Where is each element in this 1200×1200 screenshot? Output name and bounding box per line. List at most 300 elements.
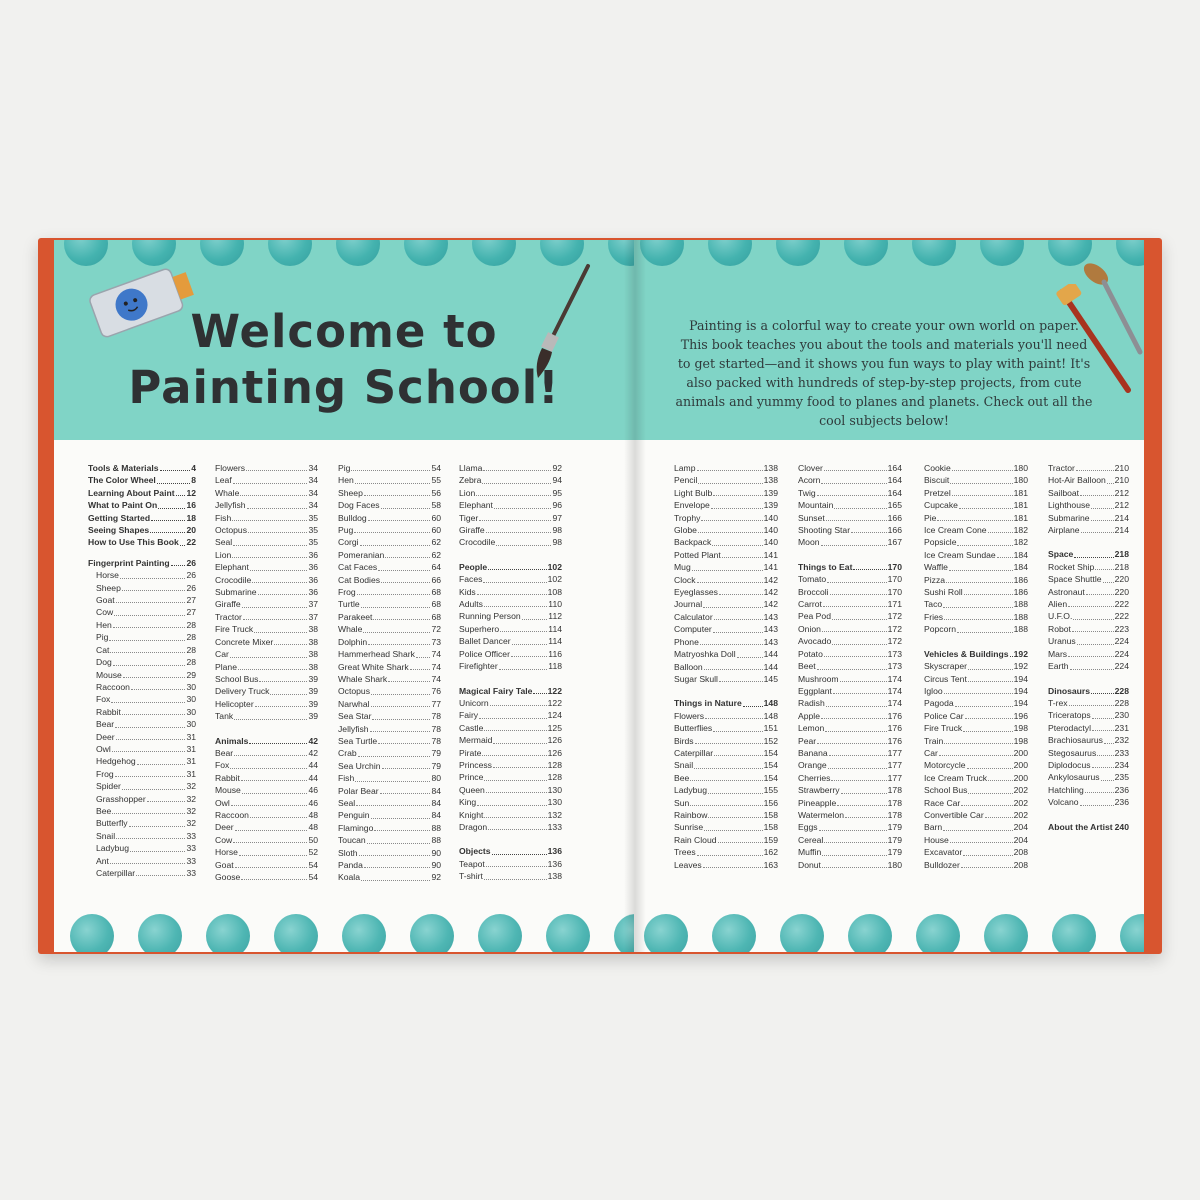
toc-entry-label: Ice Cream Truck [924,772,988,783]
dot-leader [171,557,186,566]
toc-section-heading [924,648,1028,660]
toc-entry [88,731,196,743]
toc-entry [924,574,1028,586]
toc-entry-label: Lighthouse [1048,500,1091,511]
toc-entry-label: Onion [798,623,821,634]
toc-entry-label: Hot-Air Balloon [1048,475,1106,486]
toc-entry [88,619,196,631]
toc-entry-label: Igloo [924,685,943,696]
toc-entry-label: Shooting Star [798,525,851,536]
toc-entry [798,685,902,697]
toc-entry-page: 31 [186,743,196,754]
toc-entry [674,586,778,598]
toc-section [1048,821,1129,833]
toc-entry [215,462,318,474]
toc-entry [798,524,902,536]
dot-leader [259,673,307,682]
toc-entry [338,536,441,548]
toc-entry-page: 78 [431,735,441,746]
toc-entry-label: Journal [674,599,703,610]
toc-entry-page: 74 [431,661,441,672]
paint-dot [912,240,956,266]
toc-entry-page: 194 [1013,673,1028,684]
toc-entry-label: Fish [215,512,232,523]
toc-entry-label: Carrot [798,599,822,610]
toc-entry-label: Motorcycle [924,760,966,771]
dot-leader [853,561,886,570]
toc-entry-label: Sugar Skull [674,673,718,684]
toc-section [798,462,902,549]
toc-entry-page: 166 [887,525,902,536]
toc-entry-page: 224 [1114,636,1129,647]
dot-leader [714,611,763,620]
toc-entry-label: Rabbit [96,706,121,717]
toc-entry-page: 98 [552,537,562,548]
toc-entry-page: 140 [763,537,778,548]
toc-entry-label: Learning About Paint [88,487,175,498]
dot-leader [385,549,430,558]
toc-entry-label: Hatchling [1048,784,1084,795]
toc-entry [338,747,441,759]
page-title: Welcome to Painting School! [128,305,560,414]
toc-entry-page: 27 [186,595,196,606]
paint-dot [200,240,244,266]
toc-entry-page: 138 [763,463,778,473]
toc-entry-page: 167 [887,537,902,548]
toc-section [88,557,196,880]
dot-leader [1081,524,1114,533]
toc-entry-page: 234 [1114,759,1129,770]
paint-dot [404,240,448,266]
toc-entry-label: Polar Bear [338,785,379,796]
toc-entry [338,549,441,561]
toc-entry-label: Pug [338,525,354,536]
toc-entry [674,536,778,548]
toc-entry-label: Potted Plant [674,549,721,560]
toc-entry-label: Octopus [215,525,248,536]
toc-entry-page: 31 [186,768,196,779]
toc-entry-label: Acorn [798,475,821,486]
toc-entry-label: Cereal [798,834,824,845]
toc-entry-label: Goose [215,872,241,882]
toc-entry [798,512,902,524]
dot-leader [482,747,546,756]
toc-section-heading [798,561,902,573]
dot-leader [230,759,307,768]
toc-entry-label: Superhero [459,623,500,634]
dot-leader [955,697,1013,706]
toc-entry [215,759,318,771]
toc-entry [674,561,778,573]
toc-entry-page: 228 [1114,697,1129,708]
toc-entry [924,809,1028,821]
toc-entry [88,582,196,594]
toc-entry [459,858,562,870]
dot-leader [368,512,431,521]
toc-entry-label: Sea Turtle [338,735,378,746]
toc-entry [798,772,902,784]
toc-entry-label: Submarine [1048,512,1090,523]
dot-leader [985,809,1013,818]
dot-leader [355,772,430,781]
toc-entry [924,586,1028,598]
toc-entry-label: Train [924,735,944,746]
toc-entry-label: Goat [215,859,234,870]
toc-entry-label: Skyscraper [924,661,967,672]
toc-entry [338,586,441,598]
toc-entry-page: 130 [547,784,562,795]
toc-entry-page: 130 [547,797,562,808]
toc-entry-label: Flamingo [338,822,374,833]
toc-entry-label: Toucan [338,835,366,846]
toc-entry-page: 36 [308,562,318,573]
toc-section-heading [459,685,562,697]
toc-entry-label: Sunrise [674,822,704,833]
toc-entry-page: 182 [1013,537,1028,548]
toc-entry [338,462,441,474]
toc-entry-page: 222 [1114,599,1129,610]
dot-leader [952,462,1013,471]
toc-entry-label: Things in Nature [674,698,742,709]
toc-entry-page: 174 [887,685,902,696]
dot-leader [363,623,430,632]
toc-entry-page: 35 [308,537,318,548]
dot-leader [113,656,186,665]
toc-entry-label: Jellyfish [338,723,369,734]
dot-leader [1101,771,1114,780]
toc-entry-page: 44 [308,772,318,783]
toc-entry-label: Phone [674,636,699,647]
toc-entry-page: 233 [1114,747,1129,758]
toc-entry [88,718,196,730]
toc-entry-page: 228 [1114,685,1129,696]
toc-entry-label: Getting Started [88,512,151,523]
toc-entry [338,760,441,772]
toc-entry-label: Car [215,649,229,660]
toc-entry [459,586,562,598]
toc-column [924,462,1028,883]
toc-entry [338,797,441,809]
toc-entry-page: 66 [431,574,441,585]
toc-column [338,462,441,896]
toc-entry-label: Mushroom [798,673,839,684]
toc-entry [338,673,441,685]
toc-entry [88,536,196,548]
toc-entry-label: King [459,797,477,808]
toc-entry-page: 158 [763,809,778,820]
paint-dot [138,914,182,952]
toc-entry-page: 33 [186,830,196,841]
toc-entry [1048,771,1129,783]
paint-dot [848,914,892,952]
toc-entry-label: Corgi [338,537,359,548]
toc-entry-page: 214 [1114,512,1129,523]
toc-entry [924,561,1028,573]
toc-entry-page: 35 [308,525,318,536]
toc-entry-label: Envelope [674,500,710,511]
toc-entry-label: Objects [459,846,491,857]
toc-entry-page: 139 [763,500,778,511]
dot-leader [704,821,763,830]
toc-entry-label: Hen [338,475,354,486]
toc-entry [338,685,441,697]
toc-entry-label: Flowers [215,463,246,473]
dot-leader [361,871,430,880]
dot-leader [381,574,430,583]
toc-entry-page: 122 [547,697,562,708]
toc-entry-label: Excavator [924,847,963,858]
toc-entry-label: Earth [1048,661,1069,672]
toc-entry-label: Narwhal [338,698,370,709]
dot-leader [946,574,1013,583]
toc-entry-page: 171 [887,599,902,610]
toc-entry-label: Ice Cream Sundae [924,549,996,560]
toc-entry-label: Frog [96,768,114,779]
toc-entry-label: Owl [96,743,111,754]
dot-leader [120,569,186,578]
dot-leader [712,536,762,545]
toc-entry-label: Space Shuttle [1048,574,1102,585]
toc-entry [338,710,441,722]
dot-leader [150,524,185,533]
toc-entry [674,636,778,648]
toc-entry-page: 177 [887,747,902,758]
dot-leader [832,610,887,619]
dot-leader [963,846,1012,855]
paint-dots-bottom [634,914,1144,952]
dot-leader [827,573,886,582]
toc-entry-label: Magical Fairy Tale [459,685,533,696]
dot-leader [690,797,762,806]
toc-section [459,561,562,673]
toc-entry-page: 32 [186,793,196,804]
toc-entry-page: 22 [186,537,196,548]
toc-entry [798,660,902,672]
toc-entry-label: Space [1048,549,1074,560]
toc-entry [459,598,562,610]
toc-entry-page: 202 [1013,809,1028,820]
dot-leader [484,598,547,607]
toc-entry [88,681,196,693]
dot-leader [500,623,547,632]
toc-entry-page: 176 [887,723,902,734]
dot-leader [829,747,887,756]
toc-entry-label: Snail [674,760,694,771]
toc-entry-page: 181 [1013,487,1028,498]
toc-entry-label: Princess [459,759,492,770]
toc-entry-page: 90 [431,847,441,858]
dot-leader [831,772,886,781]
toc-entry [674,710,778,722]
dot-leader [964,586,1013,595]
toc-entry-page: 39 [308,711,318,722]
dot-leader [988,524,1013,533]
toc-entry [1048,722,1129,734]
toc-entry [88,755,196,767]
dot-leader [1086,586,1114,595]
toc-entry [88,780,196,792]
dot-leader [147,793,186,802]
toc-entry-page: 28 [186,644,196,655]
toc-entry [1048,759,1129,771]
dot-leader [967,759,1013,768]
toc-entry-label: Apple [798,710,820,721]
dot-leader [235,859,308,868]
toc-entry-page: 154 [763,760,778,771]
toc-section-heading [459,561,562,573]
toc-entry-label: Elephant [215,562,249,573]
toc-entry-label: Cherries [798,772,831,783]
toc-entry-label: Pagoda [924,698,954,709]
paint-dot [644,914,688,952]
toc-entry [338,735,441,747]
toc-entry-page: 95 [552,487,562,498]
toc-entry-page: 159 [763,834,778,845]
dot-leader [233,536,307,545]
dot-leader [482,474,551,483]
toc-entry-label: Adults [459,599,483,610]
toc-entry-label: Pizza [924,574,946,585]
toc-entry-label: Faces [459,574,483,585]
toc-entry-page: 172 [887,636,902,647]
dot-leader [834,499,886,508]
toc-entry-page: 186 [1013,574,1028,585]
toc-entry-page: 181 [1013,512,1028,523]
paint-dot [708,240,752,266]
toc-section [674,697,778,871]
toc-entry-label: Seal [215,537,233,548]
toc-entry [459,536,562,548]
toc-entry-label: Muffin [798,847,822,858]
toc-entry [1048,561,1129,573]
paint-dots-top [634,240,1144,266]
toc-entry [924,536,1028,548]
toc-entry-label: Eggplant [798,685,832,696]
toc-entry-page: 30 [186,719,196,730]
toc-entry-label: Spider [96,781,121,792]
toc-entry [798,797,902,809]
dot-leader [242,784,308,793]
dot-leader [496,536,551,545]
toc-entry [338,636,441,648]
dot-leader [743,697,763,706]
toc-entry-page: 139 [763,487,778,498]
toc-entry-label: Beet [798,661,816,672]
toc-section-heading [674,697,778,709]
dot-leader [151,512,185,521]
toc-entry-label: Plane [215,661,237,672]
dot-leader [235,821,308,830]
toc-entry [338,574,441,586]
toc-entry [338,524,441,536]
dot-leader [378,561,430,570]
toc-entry [215,561,318,573]
toc-section-heading [88,557,196,569]
toc-entry-label: Snail [96,830,116,841]
toc-entry [459,709,562,721]
dot-leader [374,822,430,831]
toc-entry-page: 188 [1013,599,1028,610]
toc-entry-page: 84 [431,785,441,796]
toc-section [459,685,562,834]
toc-entry-page: 42 [308,735,318,746]
toc-entry-page: 154 [763,772,778,783]
toc-entry-page: 38 [308,661,318,672]
dot-leader [240,487,307,496]
toc-entry-label: Robot [1048,623,1071,634]
toc-entry-label: Triceratops [1048,710,1091,721]
toc-entry-label: Pirate [459,747,482,758]
toc-entry-label: Bear [215,747,234,758]
toc-entry [338,623,441,635]
toc-entry [215,474,318,486]
toc-entry [338,512,441,524]
toc-entry-page: 202 [1013,785,1028,796]
toc-entry [924,462,1028,474]
toc-entry-page: 26 [186,582,196,593]
paint-dot [984,914,1028,952]
toc-entry-page: 32 [186,781,196,792]
paint-dot [472,240,516,266]
dot-leader [826,697,887,706]
dot-leader [692,561,763,570]
dot-leader [944,735,1012,744]
dot-leader [484,809,546,818]
toc-entry-label: Koala [338,872,360,883]
dot-leader [373,611,430,620]
toc-entry [88,842,196,854]
toc-entry-page: 35 [308,512,318,523]
toc-entry-page: 33 [186,855,196,866]
toc-entry [459,759,562,771]
toc-entry-label: Teapot [459,858,485,869]
dot-leader [234,747,307,756]
toc-entry-label: Diplodocus [1048,759,1091,770]
toc-entry [215,846,318,858]
toc-entry-label: Waffle [924,562,948,573]
paint-dot [268,240,312,266]
toc-entry-page: 124 [547,710,562,721]
dot-leader [493,759,547,768]
dot-leader [522,610,548,619]
toc-entry-page: 148 [763,698,778,709]
toc-entry-page: 90 [431,860,441,870]
paint-dot [546,914,590,952]
toc-entry-label: Giraffe [459,525,485,536]
toc-entry [338,834,441,846]
dot-leader [486,858,547,867]
paint-dot [776,240,820,266]
toc-entry-page: 68 [431,587,441,598]
toc-entry-page: 138 [547,871,562,882]
toc-entry [924,524,1028,536]
dot-leader [479,709,547,718]
toc-entry [1048,462,1129,474]
toc-entry [459,487,562,499]
dot-leader [252,574,307,583]
toc-entry-label: Pterodactyl [1048,722,1091,733]
toc-entry-label: Crab [338,748,357,759]
toc-entry [1048,598,1129,610]
toc-entry-page: 180 [1013,475,1028,486]
toc-entry-page: 116 [548,648,562,659]
dot-leader [952,487,1013,496]
dot-leader [697,462,763,471]
toc-entry-label: Cat Faces [338,562,378,573]
toc-entry [674,784,778,796]
dot-leader [380,785,431,794]
dot-leader [123,669,186,678]
